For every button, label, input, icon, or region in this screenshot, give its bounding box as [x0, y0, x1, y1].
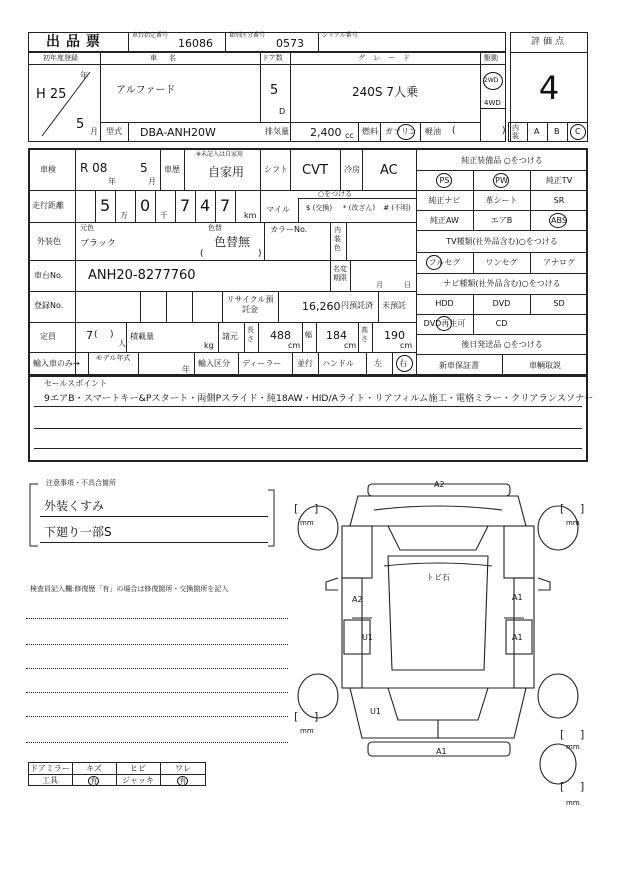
note-line-1: 外装くすみ [44, 499, 105, 513]
svg-text:[: [ [294, 710, 299, 723]
legend-kizu: キズ [86, 764, 102, 773]
meter-note: ○をつける [318, 190, 353, 198]
capacity-label: 定員 [40, 332, 56, 341]
serial-label: シリアル番号 [322, 32, 358, 39]
grade: 240S 7人乗 [352, 85, 418, 99]
recycle-none: 未預託 [382, 301, 406, 310]
later-title: 後日発送品 ○をつける [461, 340, 543, 349]
tv-title: TV種類(社外品含む)○をつける [446, 237, 558, 246]
chassis-label: 車台No. [34, 271, 64, 280]
equip-ps-circle [436, 173, 452, 188]
meter-exchanged: $ (交換) [305, 204, 333, 212]
sales-label: セールスポイント [44, 379, 108, 388]
first-reg-year-unit: 年 [80, 71, 88, 80]
mileage-sen-unit: 千 [160, 211, 168, 220]
legend-ware: ワレ [175, 764, 191, 773]
svg-text:[: [ [560, 728, 565, 741]
doors: 5 [270, 83, 279, 98]
paint: 色替無 [214, 235, 251, 249]
inspection-month: 5 [140, 161, 148, 175]
legend-tools-circle [88, 776, 99, 786]
inspector-note: 検査員記入欄:修復歴「有」の場合は修復箇所・交換箇所を記入 [30, 585, 229, 593]
model: DBA-ANH20W [140, 126, 216, 139]
equip-leather: 革シート [485, 196, 518, 205]
legend-jack: ジャッキ [122, 776, 154, 785]
equip-tv: 純正TV [545, 176, 573, 185]
equip-abs: ABS [551, 216, 567, 225]
sales-text: 9エアB・スマートキー&Pスタート・両側Pスライド・純18AW・HID/Aライト・リアフィルム施工・電格ミラー・クリアランスソナー [44, 393, 594, 404]
inspection: R 08 [80, 161, 108, 175]
mark-right-rear-door: A1 [512, 633, 523, 642]
navi-dvd: DVD [492, 299, 511, 308]
width: 184 [326, 329, 347, 342]
import-parallel: 並行 [297, 359, 313, 368]
color-label: 外装色 [37, 237, 61, 246]
equip-airbag: エアB [490, 216, 513, 225]
svg-text:[: [ [294, 502, 299, 515]
inspection-label: 車検 [40, 165, 56, 174]
orig-color-label: 元色 [80, 224, 94, 232]
mileage-digit-4: 4 [200, 196, 211, 215]
interior-label: 内装 [512, 124, 519, 140]
color-no-label: カラーNo. [270, 225, 308, 234]
equip-sr: SR [553, 196, 565, 205]
class-no-label: 類別区分番号 [229, 32, 266, 39]
import-label: 輸入車のみ→ [33, 359, 80, 368]
load-label: 積載量 [130, 332, 154, 341]
capacity: 7 [86, 329, 93, 342]
mark-left-rear-door: U1 [362, 633, 373, 642]
ac: AC [380, 163, 398, 178]
orig-color: ブラック [80, 239, 116, 249]
equip-pw: PW [495, 176, 508, 185]
mark-front-bumper: A2 [434, 480, 445, 489]
svg-text:]: ] [580, 502, 585, 515]
inspection-year-unit: 年 [108, 177, 116, 186]
load-unit: kg [204, 341, 214, 350]
grade-label: グレード [358, 54, 418, 62]
tv-analog: アナログ [543, 258, 575, 267]
legend-jack-circle [177, 776, 188, 786]
first-reg-month-unit: 月 [90, 127, 98, 136]
fuel-label: 燃料 [362, 127, 378, 136]
mileage-digit-5: 7 [220, 196, 231, 215]
mark-left-front-door: A2 [352, 595, 363, 604]
model-year-unit: 年 [182, 365, 190, 374]
navi-sd: SD [553, 299, 565, 308]
chassis: ANH20-8277760 [88, 268, 196, 283]
equip-pw-circle [493, 173, 509, 188]
mileage-km-unit: km [244, 211, 257, 220]
width-label: 幅 [305, 331, 312, 339]
length-label: 長さ [247, 326, 254, 343]
handle-left: 左 [374, 359, 382, 368]
interior-a: A [534, 127, 540, 136]
capacity-unit: 人 [118, 339, 126, 348]
notes-title: 注意事項・不具合箇所 [46, 479, 116, 487]
door-type: D [279, 107, 286, 116]
mileage-digit-2: 0 [140, 196, 151, 215]
note-line-2: 下廻り一部S [44, 525, 112, 539]
first-reg-era: H 25 [36, 87, 67, 102]
reg-no: 16086 [178, 37, 213, 50]
mm-label-fr: mm [566, 519, 580, 527]
later-manual: 車輌取説 [529, 361, 561, 370]
interior-circle-mark [570, 124, 586, 140]
first-reg-label: 初年度登録 [43, 54, 78, 62]
recycle-amount: 16,260 [302, 300, 341, 313]
recycle-label: リサイクル預託金 [226, 295, 274, 314]
equip-aw: 純正AW [430, 216, 459, 225]
notes-bracket [28, 478, 288, 550]
meter-tampered: * (改ざん) [342, 204, 376, 212]
tv-fullseg: フルセグ [428, 258, 461, 267]
model-year-label: モデル年式 [95, 354, 131, 362]
disp-label: 排気量 [265, 127, 289, 136]
meter-unknown: # (不明) [383, 204, 411, 212]
navi-hdd: HDD [435, 299, 454, 308]
equip-title: 純正装備品 ○をつける [461, 156, 543, 165]
recycle-unit: 円預託済 [341, 301, 373, 310]
tv-fullseg-circle [426, 255, 442, 270]
navi-title: ナビ種類(社外品含む)○をつける [443, 279, 561, 288]
navi-dvd-play: DVD再生可 [423, 319, 466, 328]
fuel-gasoline: ガソリン [385, 127, 417, 136]
width-unit: cm [344, 341, 357, 350]
handle-right-circle [396, 355, 413, 372]
equip-navi: 純正ナビ [428, 196, 461, 205]
history-note: ※未記入は自家用 [196, 151, 244, 158]
mm-label-fl: mm [300, 519, 314, 527]
dims-label: 諸元 [222, 332, 238, 341]
car-damage-diagram [288, 470, 588, 822]
mark-rear-left: U1 [370, 707, 381, 716]
shift: CVT [302, 163, 328, 178]
fuel-circle-mark [397, 124, 415, 140]
car-name: アルファード [116, 85, 176, 96]
length-unit: cm [288, 341, 301, 350]
import-dealer: ディーラー [242, 359, 282, 368]
mm-label-rl: mm [300, 727, 314, 735]
doors-label: ドア数 [262, 54, 283, 62]
import-type-label: 輸入区分 [198, 359, 230, 368]
navi-dvd-play-circle [436, 316, 452, 331]
meigi-day: 日 [404, 281, 411, 289]
mm-label-spare: mm [566, 799, 580, 807]
shift-label: シフト [264, 165, 288, 174]
mark-windshield: トビ石 [426, 573, 450, 582]
displacement: 2,400 [310, 126, 342, 139]
height-unit: cm [400, 341, 413, 350]
sales-box [28, 376, 588, 462]
int-color-label: 内装色 [334, 226, 341, 252]
navi-cd: CD [495, 319, 508, 328]
svg-text:[: [ [560, 502, 565, 515]
equip-abs-circle [549, 213, 567, 228]
svg-text:]: ] [580, 728, 585, 741]
legend-hibi: ヒビ [130, 764, 146, 773]
paint-label: 色替 [208, 224, 222, 232]
history-label: 車歴 [164, 165, 180, 174]
fuel-diesel: 軽油 [425, 127, 441, 136]
height-label: 高さ [361, 326, 368, 343]
meigi-month: 月 [376, 281, 383, 289]
later-warranty: 新車保証書 [439, 361, 479, 370]
svg-text:]: ] [314, 710, 319, 723]
tv-oneseg: ワンセグ [485, 258, 518, 267]
mileage-digit-1: 5 [100, 196, 111, 215]
mile-label: マイル [266, 205, 290, 214]
model-label: 型式 [106, 127, 122, 136]
score-value: 4 [538, 69, 560, 107]
mileage-digit-3: 7 [180, 196, 191, 215]
history: 自家用 [208, 165, 245, 179]
svg-text:]: ] [314, 502, 319, 515]
reg-no-label: 車台指定番号 [132, 32, 169, 39]
handle-label: ハンドル [322, 359, 354, 368]
legend-tools: 工具 [42, 776, 58, 785]
meigi-label: 名変期限 [333, 265, 347, 282]
svg-text:[: [ [560, 780, 565, 793]
class-no: 0573 [276, 37, 304, 50]
interior-c: C [575, 127, 581, 136]
reg-no-row-label: 登録No. [34, 301, 64, 310]
legend-jack-yes: 有 [179, 777, 187, 785]
drive-4wd: 4WD [484, 99, 501, 107]
ac-label: 冷房 [344, 165, 360, 174]
legend-mirror: ドアミラー [30, 764, 70, 773]
mm-label-rr: mm [566, 743, 580, 751]
score-label: 評価点 [530, 37, 567, 47]
mark-right-front-door: A1 [512, 593, 523, 602]
disp-unit: cc [345, 131, 354, 140]
inspection-month-unit: 月 [148, 177, 156, 186]
mark-rear-bumper: A1 [436, 747, 447, 756]
drive-2wd: 2WD [484, 77, 499, 84]
first-reg-month: 5 [76, 117, 85, 132]
mileage-label: 走行距離 [32, 201, 64, 210]
equip-ps: PS [439, 176, 450, 185]
interior-b: B [554, 127, 560, 136]
handle-right: 右 [399, 359, 407, 368]
legend-tools-yes: 有 [90, 777, 98, 785]
car-name-label: 車名 [150, 54, 188, 62]
svg-text:]: ] [580, 780, 585, 793]
length: 488 [270, 329, 291, 342]
mileage-man-unit: 万 [120, 211, 128, 220]
form-title: 出品票 [46, 34, 106, 50]
drive-label: 駆動 [484, 54, 498, 62]
height: 190 [384, 329, 405, 342]
